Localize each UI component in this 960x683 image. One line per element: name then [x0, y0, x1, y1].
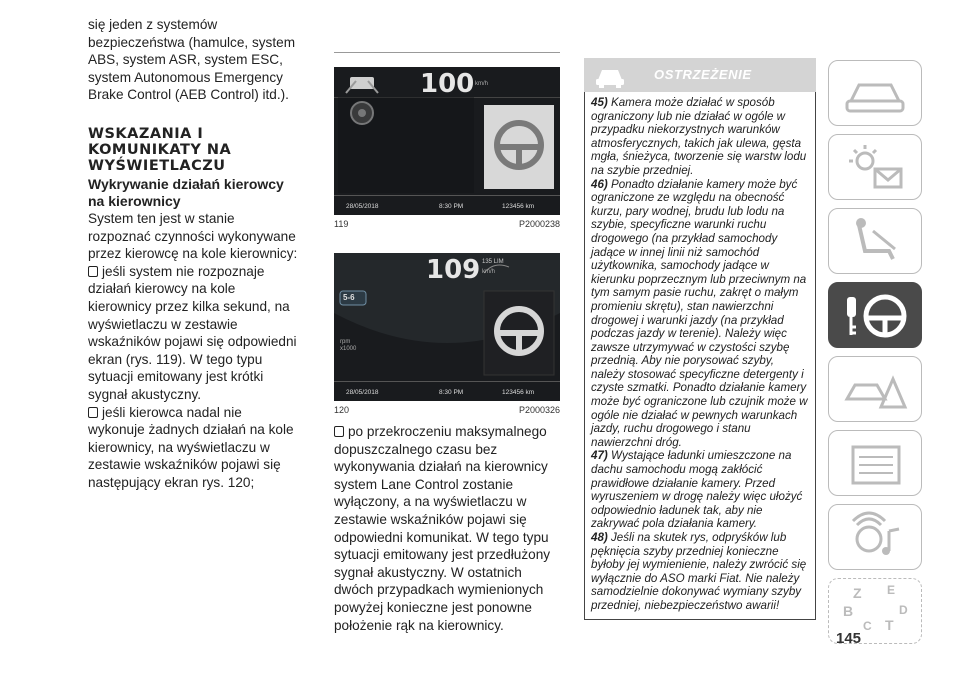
figure-120-caption: [334, 405, 560, 415]
time-readout: 8:30 PM: [439, 203, 464, 210]
odometer-readout: 123456 km: [502, 203, 535, 210]
list-item: jeśli kierowca nadal nie wykonuje żadnych działań na kole kierownicy, na wyświetlaczu w zestawie wskaźników pojawi się następujący ekran rys. 120;: [88, 404, 294, 490]
body-paragraph: System ten jest w stanie rozpoznać czynności wykonywane przez kierowcę na kole kierownicy:: [88, 210, 298, 262]
warning-title: OSTRZEŻENIE: [654, 67, 752, 82]
checkbox-bullet-icon: [334, 426, 344, 437]
chapter-tabs: [828, 60, 924, 652]
text-column-1: [88, 16, 300, 491]
figure-119-dashboard: [334, 67, 560, 215]
car-warning-icon: [590, 58, 630, 92]
time-readout: 8:30 PM: [439, 389, 464, 396]
divider: [334, 52, 560, 53]
speed-readout: 100: [420, 69, 475, 99]
steering-key-icon: [829, 283, 923, 349]
tab-warning-lights[interactable]: [828, 134, 922, 200]
checkbox-bullet-icon: [88, 407, 98, 418]
index-letter: Z: [853, 585, 862, 601]
speed-unit: km/h: [482, 269, 496, 275]
intro-paragraph: się jeden z systemów bezpieczeństwa (hamulce, system ABS, system ASR, system ESC, system Autonomous Emergency Brake Control (AEB Control) itd.).: [88, 17, 296, 103]
warning-item: 47) Wystające ładunki umieszczone na dachu samochodu mogą zakłócić prawidłowe działanie kamery. Przed wyruszeniem w drogę należy więc ułożyć odpowiednio ładunek tak, aby nie zakrywać pola działania kamery.: [591, 449, 803, 531]
maintenance-list-icon: [829, 431, 923, 497]
figure-number: 120: [334, 405, 350, 415]
section-subheading: Wykrywanie działań kierowcy na kierownicy: [88, 175, 284, 209]
tab-car[interactable]: [828, 60, 922, 126]
odometer-readout: 123456 km: [502, 389, 535, 396]
tab-safety[interactable]: [828, 208, 922, 274]
list-item: jeśli system nie rozpoznaje działań kierowcy na kole kierownicy przez kilka sekund, na wyświetlaczu w zestawie wskaźników pojawi się odpowiedni ekran (rys. 119). W tego typu sytuacji emitowany jest krótki sygnał akustyczny.: [88, 263, 297, 402]
index-letter: B: [843, 603, 854, 619]
warning-item: 46) Ponadto działanie kamery może być ograniczone ze względu na obecność kurzu, pary wodnej, brudu lub lodu na szybie, specyficzne warunki ruchu drogowego (na przykład samochody jadące w innej linii niż samochód użytkownika, samochody jadące w kierunku poprzecznym lub przeciwnym na tym samym pasie ruchu, zakręt o małym promieniu skrętu), stan nawierzchni drogowej i warunki jazdy (na przykład podczas jazdy w terenie). Należy więc zawsze utrzymywać w czystości szybę przednią. Aby nie porysować szyby, należy stosować specyficzne detergenty i czyste szmatki. Ponadto działanie kamery może być ograniczone lub czujnik może w ogóle nie działać w pewnych warunkach jazdy, ruchu drogowego i stanu nawierzchni dróg.: [591, 177, 808, 449]
index-letter: C: [863, 619, 872, 633]
gear-indicator: 5-6: [343, 293, 355, 302]
date-readout: 28/05/2018: [346, 203, 379, 210]
tab-starting-driving[interactable]: [828, 282, 922, 348]
speed-unit: km/h: [475, 81, 489, 87]
list-item: po przekroczeniu maksymalnego dopuszczalnego czasu bez wykonywania działań na kierownicy system Lane Control zostanie wyłączony, a na wyświetlaczu w zestawie wskaźników pojawi się odpowiedni komunikat. W tego typu sytuacji emitowany jest przedłużony sygnał akustyczny. W ostatnich dwóch przypadkach wymienionych powyżej konieczne jest ponowne położenie rąk na kierownicy.: [334, 424, 551, 633]
warning-item: 48) Jeśli na skutek rys, odpryśków lub pęknięcia szyby przedniej konieczne byłoby jej wymienienie, należy zwrócić się wyłącznie do ASO marki Fiat. Nie należy samodzielnie dokonywać wymiany szyby przedniej, niebezpieczeństwo awarii!: [591, 531, 807, 612]
warning-header: [584, 58, 816, 92]
checkbox-bullet-icon: [88, 266, 98, 277]
figure-code: P2000326: [518, 405, 560, 415]
rpm-label: rpm x1000: [340, 339, 357, 352]
speed-readout: 109: [426, 255, 481, 285]
speed-limit-readout: 135 LIM: [482, 259, 504, 265]
car-icon: [829, 61, 923, 127]
date-readout: 28/05/2018: [346, 389, 379, 396]
tab-maintenance[interactable]: [828, 430, 922, 496]
figure-column: [334, 52, 560, 648]
index-letter: D: [899, 603, 908, 617]
page-number: 145: [836, 630, 862, 647]
multimedia-icon: [829, 505, 923, 571]
warning-body: [584, 92, 816, 620]
figure-119-caption: [334, 219, 560, 229]
warning-lights-icon: [829, 135, 923, 201]
figure-number: 119: [334, 219, 349, 229]
figure-120-dashboard: [334, 253, 560, 401]
seat-safety-icon: [829, 209, 923, 275]
tab-multimedia[interactable]: [828, 504, 922, 570]
warning-box: [584, 58, 816, 620]
warning-item: 45) Kamera może działać w sposób ograniczony lub nie działać w ogóle w przypadku niekorzystnych warunków atmosferycznych, takich jak ulewa, gęsta mgła, śnieżyca, tworzenie się warstw lodu na szybie przedniej.: [591, 96, 807, 177]
section-heading: WSKAZANIA I KOMUNIKATY NA WYŚWIETLACZU: [88, 125, 232, 174]
road-hazard-icon: [829, 357, 923, 423]
figure-code: P2000238: [518, 219, 560, 229]
index-letter: T: [885, 617, 894, 633]
tab-emergency[interactable]: [828, 356, 922, 422]
index-letter: E: [887, 583, 896, 597]
